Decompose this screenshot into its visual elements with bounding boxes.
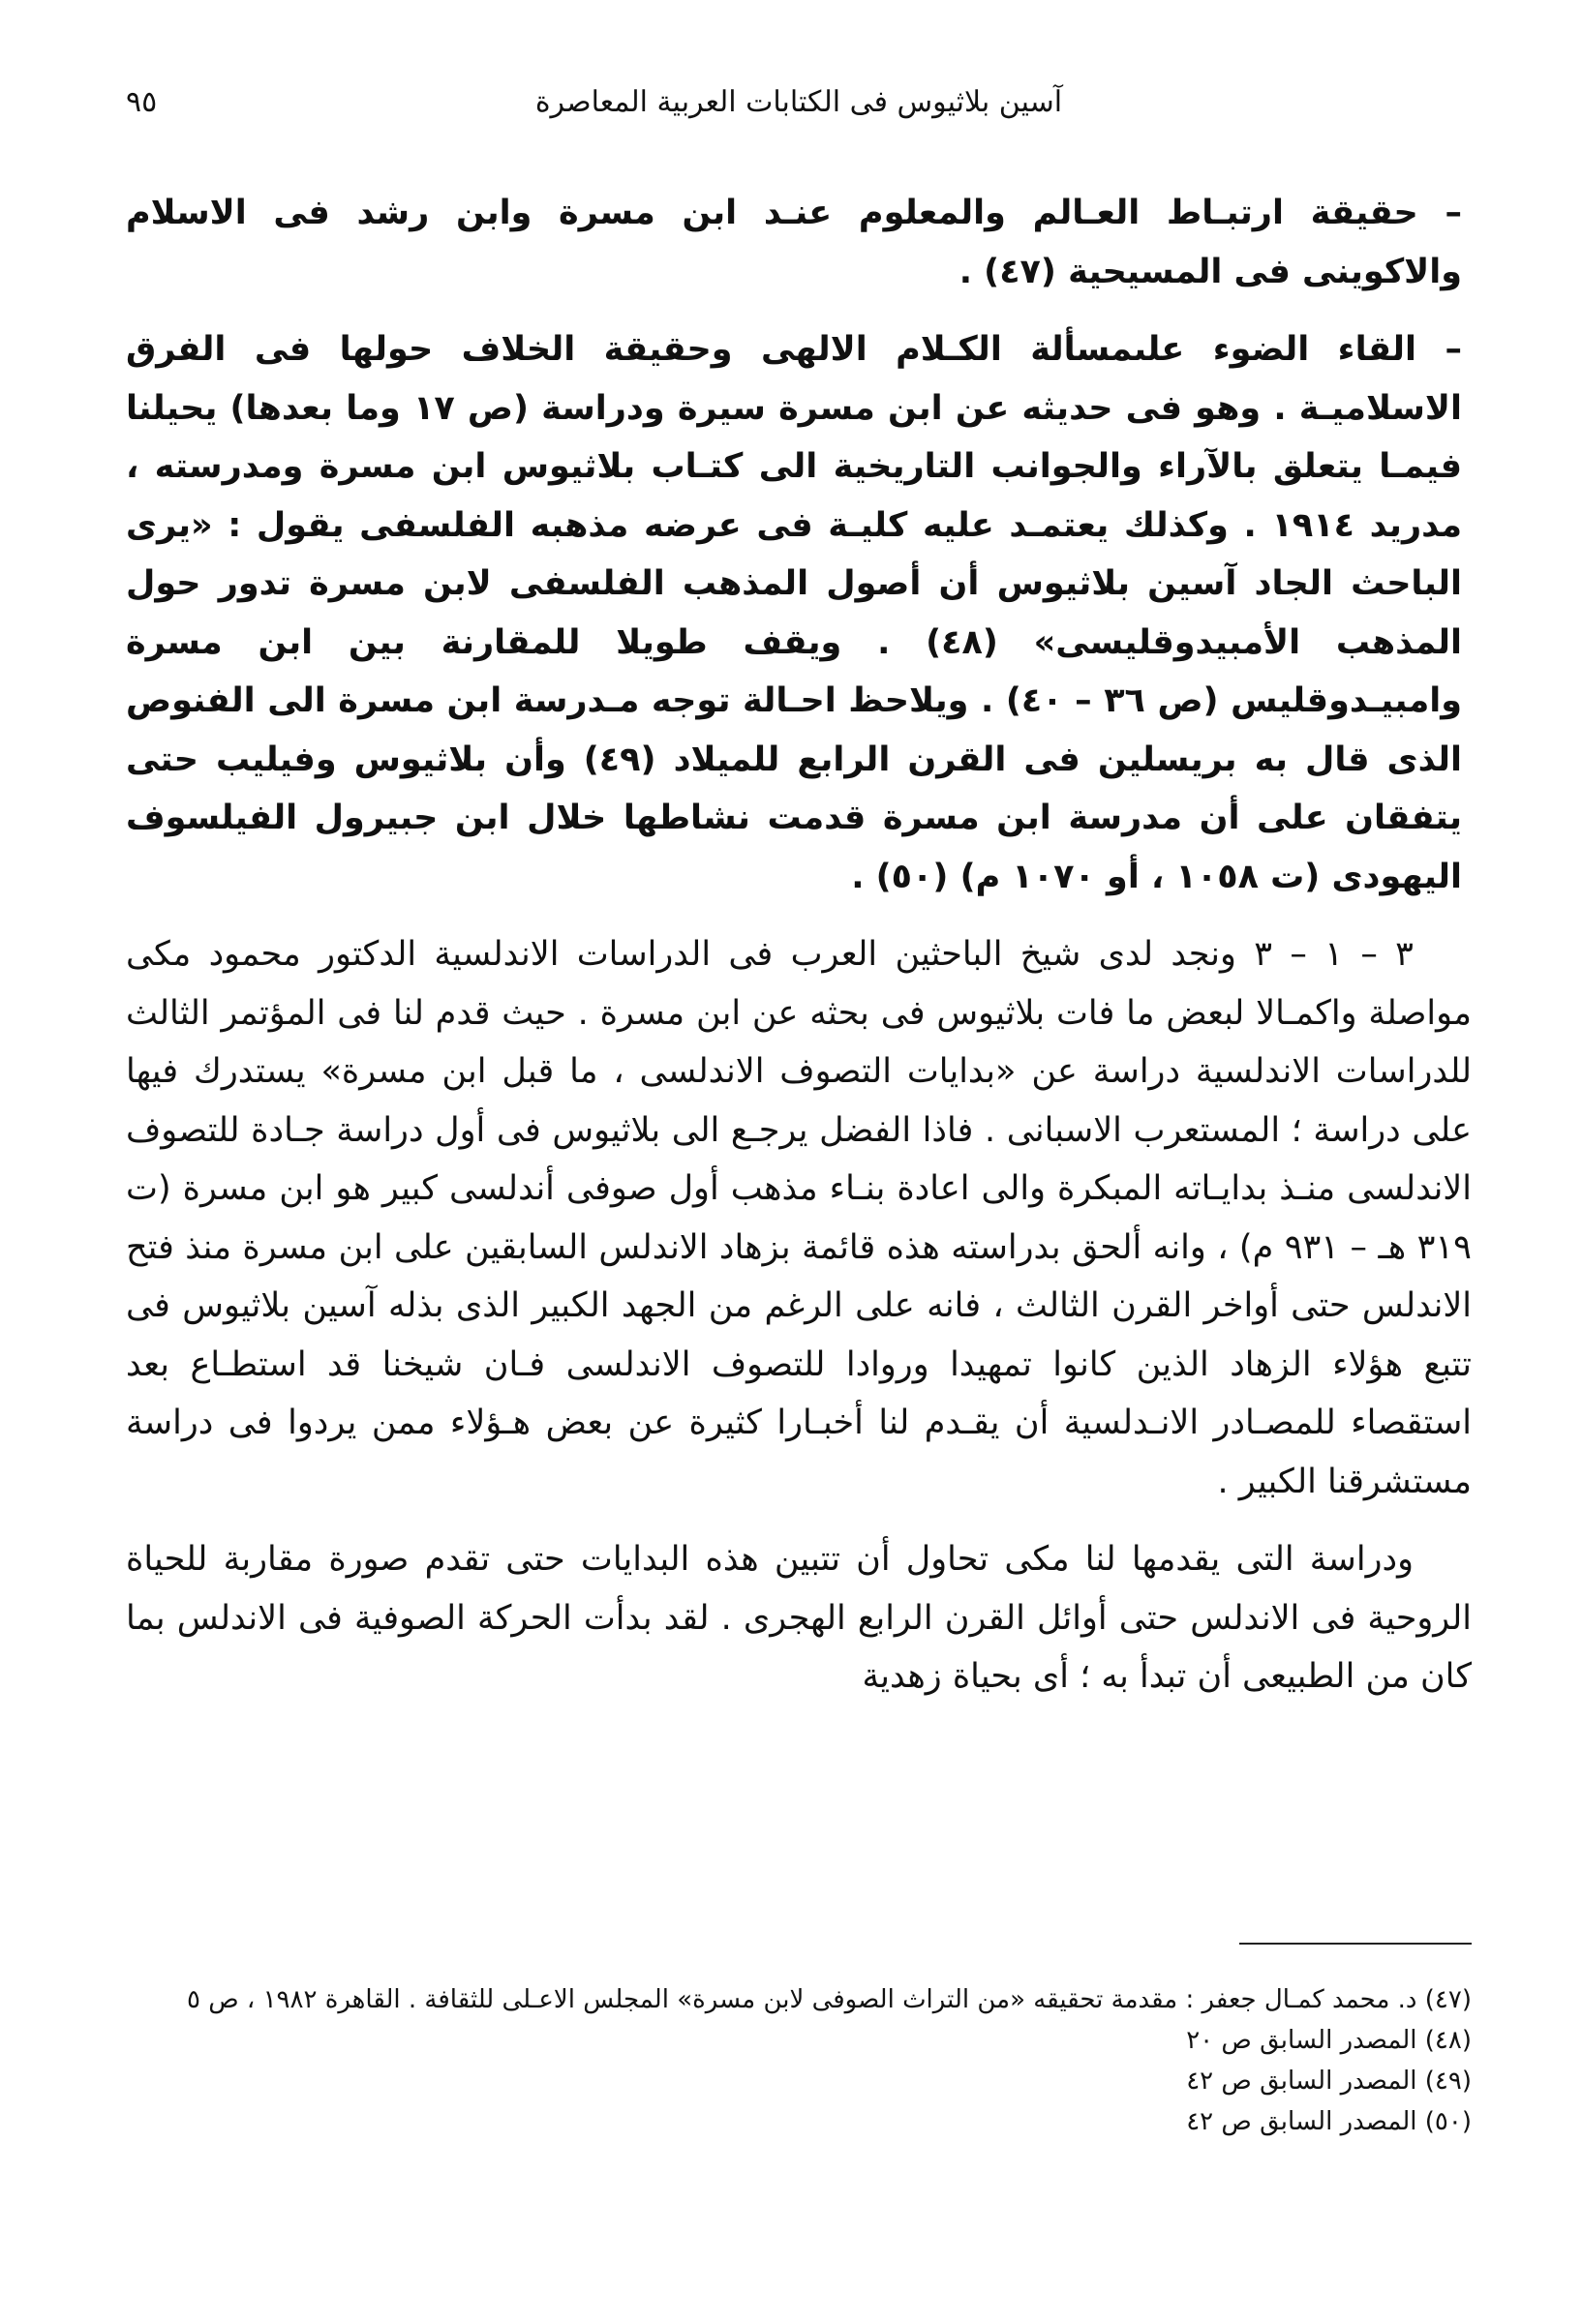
footnote-49: (٤٩) المصدر السابق ص ٤٢ <box>1186 2067 1472 2096</box>
paragraph-section-3-1-3: ٣ – ١ – ٣ ونجد لدى شيخ الباحثين العرب فى الدراسات الاندلسية الدكتور محمود مكى مواصلة واكمـالا لبعض ما فات بلاثيوس فى بحثه عن ابن مسرة . حيث قدم لنا فى المؤتمر الثالث للدراسات الاندلسية دراسة عن «بدايات التصوف الاندلسى ، ما قبل ابن مسرة» يستدرك فيها على دراسة ؛ المستعرب الاسبانى . فاذا الفضل يرجـع الى بلاثيوس فى أول دراسة جـادة للتصوف الاندلسى منـذ بدايـاته المبكرة والى اعادة بنـاء مذهب أول صوفى أندلسى كبير هو ابن مسرة (ت ٣١٩ هـ – ٩٣١ م) ، وانه ألحق بدراسته هذه قائمة بزهاد الاندلس السابقين على ابن مسرة منذ فتح الاندلس حتى أواخر القرن الثالث ، فانه على الرغم من الجهد الكبير الذى بذله آسين بلاثيوس فى تتبع هؤلاء الزهاد الذين كانوا تمهيدا وروادا للتصوف الاندلسى فـان شيخنا قد استطـاع بعد استقصاء للمصـادر الانـدلسية أن يقـدم لنا أخبـارا كثيرة عن بعض هـؤلاء ممن يردوا فى دراسة مستشرقنا الكبير . <box>126 935 1472 1501</box>
footnote-48: (٤٨) المصدر السابق ص ٢٠ <box>1186 2026 1472 2055</box>
page-number: ٩٥ <box>126 85 158 119</box>
footnote-divider <box>1239 1943 1472 1945</box>
paragraph-makki-study: ودراسة التى يقدمها لنا مكى تحاول أن تتبين هذه البدايات حتى تقدم صورة مقاربة للحياة الروحية فى الاندلس حتى أوائل القرن الرابع الهجرى . لقد بدأت الحركة الصوفية فى الاندلس بما كان من الطبيعى أن تبدأ به ؛ أى بحياة زهدية <box>126 1540 1472 1696</box>
footnote-50: (٥٠) المصدر السابق ص ٤٢ <box>1186 2107 1472 2136</box>
footnotes <box>145 1979 1472 2142</box>
running-header <box>126 85 1472 134</box>
body-text <box>126 184 1472 1726</box>
running-title: آسين بلاثيوس فى الكتابات العربية المعاصرة <box>534 85 1063 119</box>
paragraph-bullet-1: – حقيقة ارتبـاط العـالم والمعلوم عنـد ابن مسرة وابن رشد فى الاسلام والاكوينى فى المسيحية (٤٧) . <box>126 194 1462 291</box>
paragraph-bullet-2: – القاء الضوء علىمسألة الكـلام الالهى وحقيقة الخلاف حولها فى الفرق الاسلاميـة . وهو فى حديثه عن ابن مسرة سيرة ودراسة (ص ١٧ وما بعدها) يحيلنا فيمـا يتعلق بالآراء والجوانب التاريخية الى كتـاب بلاثيوس ابن مسرة ومدرسته ، مدريد ١٩١٤ . وكذلك يعتمـد عليه كليـة فى عرضه مذهبه الفلسفى يقول : «يرى الباحث الجاد آسين بلاثيوس أن أصول المذهب الفلسفى لابن مسرة تدور حول المذهب الأمبيدوقليسى» (٤٨) . ويقف طويلا للمقارنة بين ابن مسرة وامبيـدوقليس (ص ٣٦ – ٤٠) . ويلاحظ احـالة توجه مـدرسة ابن مسرة الى الفنوص الذى قال به بريسلين فى القرن الرابع للميلاد (٤٩) وأن بلاثيوس وفيليب حتى يتفقان على أن مدرسة ابن مسرة قدمت نشاطها خلال ابن جبيرول الفيلسوف اليهودى (ت ١٠٥٨ ، أو ١٠٧٠ م) (٥٠) . <box>126 330 1462 896</box>
footnote-47: (٤٧) د. محمد كمـال جعفر : مقدمة تحقيقه «من التراث الصوفى لابن مسرة» المجلس الاعـلى للثقافة . القاهرة ١٩٨٢ ، ص ٥ <box>187 1985 1472 2014</box>
